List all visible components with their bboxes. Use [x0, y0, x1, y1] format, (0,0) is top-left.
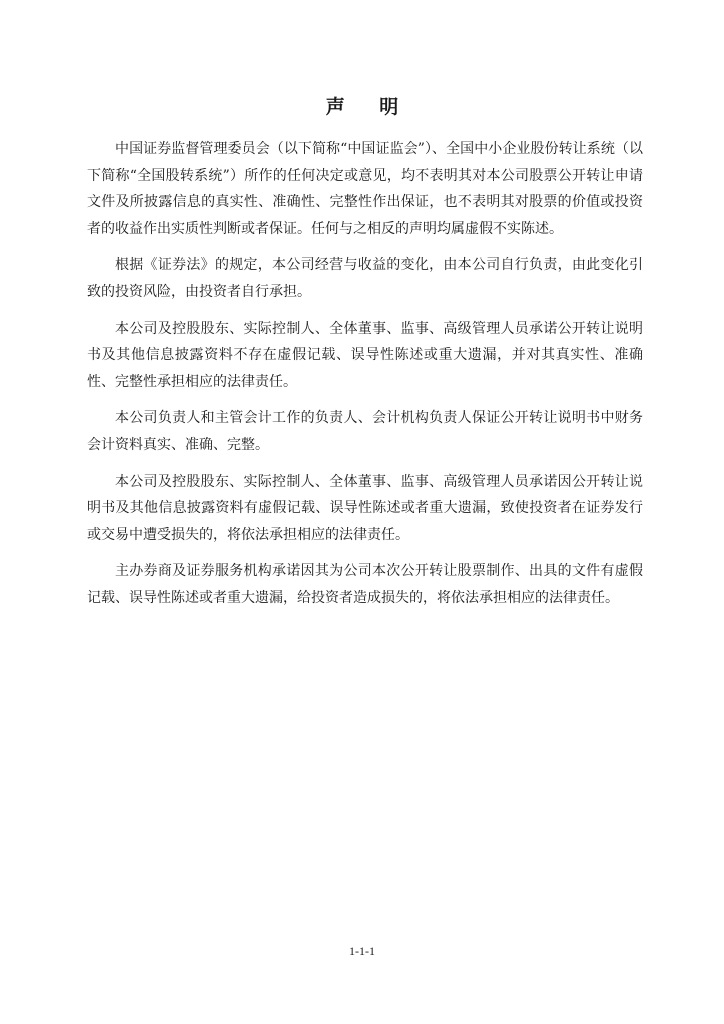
- paragraph-securities-law: 根据《证券法》的规定，本公司经营与收益的变化，由本公司自行负责，由此变化引致的投资风险，由投资者自行承担。: [87, 257, 643, 300]
- paragraph-csrc-disclaimer: 中国证券监督管理委员会（以下简称“中国证监会”）、全国中小企业股份转让系统（以下简称“全国股转系统”）所作的任何决定或意见，均不表明其对本公司股票公开转让申请文件及所披露信息的真实性、准确性、完整性作出保证，也不表明其对股票的价值或投资者的收益作出实质性判断或者保证。任何与之相反的声明均属虚假不实陈述。: [87, 141, 643, 237]
- page-number: 1-1-1: [349, 944, 375, 958]
- paragraph-liability-commitment: 本公司及控股股东、实际控制人、全体董事、监事、高级管理人员承诺因公开转让说明书及其他信息披露资料有虚假记载、误导性陈述或者重大遗漏，致使投资者在证券发行或交易中遭受损失的，将依法承担相应的法律责任。: [87, 473, 643, 543]
- paragraph-financial-guarantee: 本公司负责人和主管会计工作的负责人、会计机构负责人保证公开转让说明书中财务会计资料真实、准确、完整。: [87, 410, 643, 453]
- page-title: 声 明: [325, 96, 413, 118]
- paragraph-disclosure-commitment: 本公司及控股股东、实际控制人、全体董事、监事、高级管理人员承诺公开转让说明书及其他信息披露资料不存在虚假记载、误导性陈述或重大遗漏，并对其真实性、准确性、完整性承担相应的法律责任。: [87, 320, 643, 390]
- statement-body: [87, 136, 643, 622]
- paragraph-broker-commitment: 主办券商及证券服务机构承诺因其为公司本次公开转让股票制作、出具的文件有虚假记载、误导性陈述或者重大遗漏，给投资者造成损失的，将依法承担相应的法律责任。: [87, 563, 643, 606]
